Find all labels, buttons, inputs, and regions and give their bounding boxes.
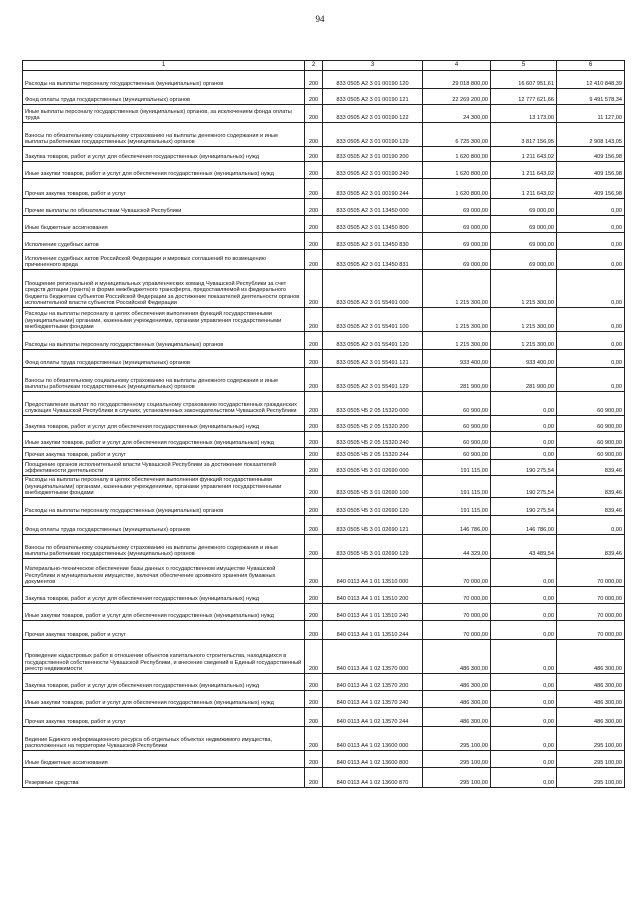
cell-unexecuted: 0,00 (557, 308, 625, 332)
cell-line-code: 200 (305, 691, 323, 708)
cell-executed: 1 215 300,00 (491, 332, 557, 350)
cell-approved: 1 215 300,00 (423, 332, 491, 350)
cell-approved: 191 115,00 (423, 498, 491, 516)
cell-executed: 0,00 (491, 604, 557, 621)
table-row (23, 270, 625, 308)
cell-unexecuted: 295 100,00 (557, 727, 625, 751)
cell-executed: 1 211 643,02 (491, 162, 557, 179)
cell-unexecuted: 9 491 578,34 (557, 89, 625, 105)
cell-executed: 0,00 (491, 768, 557, 788)
cell-line-code: 200 (305, 516, 323, 535)
cell-unexecuted: 12 410 848,39 (557, 71, 625, 89)
table-row (23, 727, 625, 751)
page-number: 94 (315, 14, 325, 24)
cell-executed: 190 275,54 (491, 460, 557, 476)
cell-budget-code: 840 0113 А4 1 01 13510 244 (323, 621, 423, 640)
cell-executed: 0,00 (491, 674, 557, 691)
cell-name: Исполнение судебных актов Российской Федерации и мировых соглашений по возмещению причиненного вреда (23, 250, 305, 270)
cell-budget-code: 833 0505 А2 3 01 13450 800 (323, 216, 423, 233)
cell-unexecuted: 60 900,00 (557, 448, 625, 460)
cell-budget-code: 833 0505 Ч5 2 05 15320 200 (323, 416, 423, 432)
cell-budget-code: 840 0113 А4 1 02 13600 800 (323, 751, 423, 768)
cell-line-code: 200 (305, 162, 323, 179)
cell-unexecuted: 486 300,00 (557, 640, 625, 674)
cell-approved: 191 115,00 (423, 460, 491, 476)
cell-name: Поощрение органов исполнительной власти Чувашской Республики за достижение показателей эффективности деятельности (23, 460, 305, 476)
cell-line-code: 200 (305, 498, 323, 516)
table-row (23, 199, 625, 216)
cell-executed: 3 817 156,95 (491, 123, 557, 147)
table-row (23, 105, 625, 123)
cell-budget-code: 833 0505 Ч5 3 01 02690 120 (323, 498, 423, 516)
cell-name: Иные закупки товаров, работ и услуг для обеспечения государственных (муниципальных) нужд (23, 691, 305, 708)
cell-name: Взносы по обязательному социальному страхованию на выплаты денежного содержания и иные выплаты работникам государственных (муниципальных) органов (23, 123, 305, 147)
cell-approved: 24 300,00 (423, 105, 491, 123)
cell-budget-code: 833 0505 Ч5 3 01 02690 100 (323, 476, 423, 498)
cell-unexecuted: 839,46 (557, 476, 625, 498)
cell-budget-code: 833 0505 А2 3 01 55491 129 (323, 368, 423, 392)
cell-name: Иные закупки товаров, работ и услуг для обеспечения государственных (муниципальных) нужд (23, 432, 305, 448)
cell-line-code: 200 (305, 392, 323, 416)
cell-approved: 70 000,00 (423, 559, 491, 587)
cell-approved: 486 300,00 (423, 674, 491, 691)
cell-name: Иные закупки товаров, работ и услуг для обеспечения государственных (муниципальных) нужд (23, 162, 305, 179)
cell-approved: 1 620 800,00 (423, 162, 491, 179)
cell-executed: 281 900,00 (491, 368, 557, 392)
cell-unexecuted: 60 900,00 (557, 392, 625, 416)
cell-line-code: 200 (305, 123, 323, 147)
cell-budget-code: 833 0505 Ч5 2 05 15320 244 (323, 448, 423, 460)
cell-executed: 69 000,00 (491, 250, 557, 270)
cell-name: Закупка товаров, работ и услуг для обеспечения государственных (муниципальных) нужд (23, 147, 305, 162)
table-row (23, 368, 625, 392)
cell-line-code: 200 (305, 332, 323, 350)
cell-budget-code: 840 0113 А4 1 02 13570 000 (323, 640, 423, 674)
table-row (23, 460, 625, 476)
cell-unexecuted: 409 156,98 (557, 162, 625, 179)
column-header-approved: 4 (423, 61, 491, 71)
cell-executed: 0,00 (491, 416, 557, 432)
cell-line-code: 200 (305, 368, 323, 392)
cell-line-code: 200 (305, 233, 323, 250)
cell-approved: 1 215 300,00 (423, 308, 491, 332)
cell-approved: 1 215 300,00 (423, 270, 491, 308)
cell-budget-code: 833 0505 Ч5 3 01 02690 121 (323, 516, 423, 535)
table-row (23, 604, 625, 621)
table-header-row (23, 61, 625, 71)
table-row (23, 332, 625, 350)
cell-approved: 60 900,00 (423, 432, 491, 448)
cell-line-code: 200 (305, 105, 323, 123)
cell-name: Расходы на выплаты персоналу в целях обеспечения выполнения функций государственными (муниципальными) органами, казенными учреждениями, органами управления государственными внебюджетными фондами (23, 476, 305, 498)
cell-executed: 13 173,00 (491, 105, 557, 123)
cell-approved: 281 900,00 (423, 368, 491, 392)
table-row (23, 751, 625, 768)
cell-name: Поощрение региональной и муниципальных управленческих команд Чувашской Республики за счет средств дотации (гранта) в форме межбюджетного трансферта, предоставляемой из федерального бюджета бюджетам субъектов Российской Федерации за достижение показателей деятельности органов исполнительной власти субъектов Российской Федерации (23, 270, 305, 308)
cell-executed: 0,00 (491, 708, 557, 727)
cell-executed: 69 000,00 (491, 199, 557, 216)
cell-budget-code: 840 0113 А4 1 01 13510 000 (323, 559, 423, 587)
cell-unexecuted: 0,00 (557, 350, 625, 368)
cell-approved: 70 000,00 (423, 621, 491, 640)
table-row (23, 498, 625, 516)
table-row (23, 448, 625, 460)
cell-executed: 0,00 (491, 587, 557, 604)
cell-approved: 69 000,00 (423, 199, 491, 216)
cell-name: Предоставление выплат по государственному социальному страхованию государственных гражданских служащих Чувашской Республики в случаях, установленных законодательством Чувашской Республики (23, 392, 305, 416)
column-header-name: 1 (23, 61, 305, 71)
cell-unexecuted: 839,46 (557, 460, 625, 476)
cell-line-code: 200 (305, 587, 323, 604)
cell-unexecuted: 0,00 (557, 199, 625, 216)
cell-executed: 0,00 (491, 640, 557, 674)
cell-line-code: 200 (305, 708, 323, 727)
column-header-budget-code: 3 (323, 61, 423, 71)
cell-executed: 0,00 (491, 448, 557, 460)
cell-approved: 295 100,00 (423, 768, 491, 788)
cell-name: Закупка товаров, работ и услуг для обеспечения государственных (муниципальных) нужд (23, 674, 305, 691)
cell-executed: 16 607 951,61 (491, 71, 557, 89)
cell-line-code: 200 (305, 250, 323, 270)
cell-unexecuted: 0,00 (557, 516, 625, 535)
budget-execution-table (22, 60, 625, 788)
table-row (23, 392, 625, 416)
cell-name: Фонд оплаты труда государственных (муниципальных) органов (23, 89, 305, 105)
cell-unexecuted: 0,00 (557, 233, 625, 250)
table-row (23, 432, 625, 448)
cell-unexecuted: 70 000,00 (557, 587, 625, 604)
cell-line-code: 200 (305, 727, 323, 751)
cell-approved: 22 269 200,00 (423, 89, 491, 105)
table-row (23, 476, 625, 498)
cell-name: Иные закупки товаров, работ и услуг для обеспечения государственных (муниципальных) нужд (23, 604, 305, 621)
cell-budget-code: 840 0113 А4 1 02 13570 240 (323, 691, 423, 708)
cell-approved: 70 000,00 (423, 587, 491, 604)
cell-unexecuted: 11 127,00 (557, 105, 625, 123)
cell-name: Исполнение судебных актов (23, 233, 305, 250)
table-row (23, 89, 625, 105)
cell-line-code: 200 (305, 621, 323, 640)
cell-executed: 1 215 300,00 (491, 308, 557, 332)
cell-budget-code: 833 0505 А2 3 01 55491 000 (323, 270, 423, 308)
cell-executed: 0,00 (491, 727, 557, 751)
cell-line-code: 200 (305, 147, 323, 162)
cell-budget-code: 833 0505 А2 3 01 00190 121 (323, 89, 423, 105)
cell-budget-code: 833 0505 Ч5 2 05 15320 000 (323, 392, 423, 416)
cell-executed: 69 000,00 (491, 233, 557, 250)
table-row (23, 216, 625, 233)
cell-name: Иные выплаты персоналу государственных (муниципальных) органов, за исключением фонда оплаты труда (23, 105, 305, 123)
cell-unexecuted: 70 000,00 (557, 621, 625, 640)
cell-budget-code: 833 0505 А2 3 01 00190 244 (323, 179, 423, 199)
column-header-line-code: 2 (305, 61, 323, 71)
table-body (23, 61, 625, 788)
cell-budget-code: 833 0505 А2 3 01 55491 121 (323, 350, 423, 368)
cell-executed: 1 211 643,02 (491, 179, 557, 199)
cell-line-code: 200 (305, 460, 323, 476)
table-row (23, 416, 625, 432)
cell-executed: 0,00 (491, 751, 557, 768)
cell-approved: 44 329,00 (423, 535, 491, 559)
cell-line-code: 200 (305, 604, 323, 621)
cell-budget-code: 833 0505 Ч5 3 01 02690 129 (323, 535, 423, 559)
cell-line-code: 200 (305, 640, 323, 674)
table-row (23, 250, 625, 270)
cell-name: Прочая закупка товаров, работ и услуг (23, 621, 305, 640)
cell-unexecuted: 486 300,00 (557, 691, 625, 708)
cell-unexecuted: 486 300,00 (557, 674, 625, 691)
table-row (23, 162, 625, 179)
cell-line-code: 200 (305, 350, 323, 368)
cell-approved: 69 000,00 (423, 216, 491, 233)
column-header-executed: 5 (491, 61, 557, 71)
cell-executed: 0,00 (491, 621, 557, 640)
cell-unexecuted: 0,00 (557, 216, 625, 233)
cell-unexecuted: 0,00 (557, 368, 625, 392)
cell-line-code: 200 (305, 216, 323, 233)
cell-unexecuted: 839,46 (557, 535, 625, 559)
cell-line-code: 200 (305, 448, 323, 460)
cell-budget-code: 833 0505 А2 3 01 13450 000 (323, 199, 423, 216)
cell-approved: 1 620 800,00 (423, 179, 491, 199)
table-row (23, 768, 625, 788)
cell-name: Фонд оплаты труда государственных (муниципальных) органов (23, 516, 305, 535)
table-row (23, 123, 625, 147)
cell-budget-code: 833 0505 А2 3 01 13450 831 (323, 250, 423, 270)
cell-line-code: 200 (305, 476, 323, 498)
cell-name: Прочая закупка товаров, работ и услуг (23, 448, 305, 460)
table-row (23, 71, 625, 89)
cell-name: Закупка товаров, работ и услуг для обеспечения государственных (муниципальных) нужд (23, 587, 305, 604)
cell-unexecuted: 409 156,98 (557, 147, 625, 162)
cell-approved: 6 725 300,00 (423, 123, 491, 147)
cell-line-code: 200 (305, 270, 323, 308)
cell-approved: 191 115,00 (423, 476, 491, 498)
cell-executed: 146 786,00 (491, 516, 557, 535)
table-row (23, 147, 625, 162)
cell-approved: 146 786,00 (423, 516, 491, 535)
cell-line-code: 200 (305, 89, 323, 105)
cell-budget-code: 840 0113 А4 1 02 13570 244 (323, 708, 423, 727)
cell-name: Резервные средства (23, 768, 305, 788)
cell-unexecuted: 0,00 (557, 332, 625, 350)
cell-line-code: 200 (305, 674, 323, 691)
cell-executed: 0,00 (491, 559, 557, 587)
cell-executed: 190 275,54 (491, 476, 557, 498)
cell-name: Иные бюджетные ассигнования (23, 751, 305, 768)
cell-name: Закупка товаров, работ и услуг для обеспечения государственных (муниципальных) нужд (23, 416, 305, 432)
cell-executed: 0,00 (491, 691, 557, 708)
cell-unexecuted: 409 156,98 (557, 179, 625, 199)
cell-approved: 70 000,00 (423, 604, 491, 621)
cell-line-code: 200 (305, 199, 323, 216)
table-row (23, 691, 625, 708)
cell-unexecuted: 839,46 (557, 498, 625, 516)
table-row (23, 535, 625, 559)
table-row (23, 708, 625, 727)
cell-approved: 486 300,00 (423, 691, 491, 708)
table-row (23, 233, 625, 250)
cell-name: Прочая закупка товаров, работ и услуг (23, 179, 305, 199)
cell-budget-code: 840 0113 А4 1 02 13600 870 (323, 768, 423, 788)
cell-budget-code: 840 0113 А4 1 02 13600 000 (323, 727, 423, 751)
cell-executed: 0,00 (491, 392, 557, 416)
column-header-unexecuted: 6 (557, 61, 625, 71)
cell-name: Взносы по обязательному социальному страхованию на выплаты денежного содержания и иные выплаты работникам государственных (муниципальных) органов (23, 535, 305, 559)
cell-name: Взносы по обязательному социальному страхованию на выплаты денежного содержания и иные выплаты работникам государственных (муниципальных) органов (23, 368, 305, 392)
cell-name: Расходы на выплаты персоналу государственных (муниципальных) органов (23, 332, 305, 350)
cell-approved: 486 300,00 (423, 640, 491, 674)
cell-name: Фонд оплаты труда государственных (муниципальных) органов (23, 350, 305, 368)
cell-line-code: 200 (305, 751, 323, 768)
cell-approved: 1 620 800,00 (423, 147, 491, 162)
cell-budget-code: 840 0113 А4 1 02 13570 200 (323, 674, 423, 691)
cell-unexecuted: 295 100,00 (557, 768, 625, 788)
table-row (23, 179, 625, 199)
table-row (23, 674, 625, 691)
table-row (23, 587, 625, 604)
cell-line-code: 200 (305, 768, 323, 788)
cell-name: Расходы на выплаты персоналу государственных (муниципальных) органов (23, 71, 305, 89)
cell-approved: 295 100,00 (423, 751, 491, 768)
cell-name: Материально-техническое обеспечение базы данных о государственном имуществе Чувашской Республики и муниципальном имуществе, включая обеспечение архивного хранения бумажных документов (23, 559, 305, 587)
cell-executed: 190 275,54 (491, 498, 557, 516)
cell-executed: 1 215 300,00 (491, 270, 557, 308)
cell-name: Расходы на выплаты персоналу государственных (муниципальных) органов (23, 498, 305, 516)
cell-budget-code: 833 0505 А2 3 01 55491 100 (323, 308, 423, 332)
cell-unexecuted: 295 100,00 (557, 751, 625, 768)
cell-name: Прочие выплаты по обязательствам Чувашской Республики (23, 199, 305, 216)
table-row (23, 308, 625, 332)
cell-unexecuted: 70 000,00 (557, 604, 625, 621)
table-row (23, 350, 625, 368)
cell-budget-code: 833 0505 Ч5 2 05 15320 240 (323, 432, 423, 448)
cell-line-code: 200 (305, 71, 323, 89)
cell-unexecuted: 0,00 (557, 270, 625, 308)
cell-line-code: 200 (305, 559, 323, 587)
cell-approved: 69 000,00 (423, 233, 491, 250)
cell-budget-code: 833 0505 А2 3 01 00190 200 (323, 147, 423, 162)
cell-executed: 933 400,00 (491, 350, 557, 368)
cell-budget-code: 840 0113 А4 1 01 13510 240 (323, 604, 423, 621)
cell-unexecuted: 60 900,00 (557, 432, 625, 448)
cell-approved: 69 000,00 (423, 250, 491, 270)
cell-line-code: 200 (305, 179, 323, 199)
cell-line-code: 200 (305, 308, 323, 332)
cell-unexecuted: 0,00 (557, 250, 625, 270)
cell-budget-code: 833 0505 А2 3 01 00190 240 (323, 162, 423, 179)
table-row (23, 621, 625, 640)
cell-executed: 12 777 621,66 (491, 89, 557, 105)
cell-budget-code: 833 0505 А2 3 01 00190 120 (323, 71, 423, 89)
cell-budget-code: 833 0505 А2 3 01 00190 122 (323, 105, 423, 123)
cell-line-code: 200 (305, 432, 323, 448)
cell-budget-code: 833 0505 Ч5 3 01 02690 000 (323, 460, 423, 476)
cell-executed: 69 000,00 (491, 216, 557, 233)
cell-executed: 1 211 643,02 (491, 147, 557, 162)
cell-executed: 43 489,54 (491, 535, 557, 559)
cell-approved: 60 900,00 (423, 392, 491, 416)
cell-approved: 486 300,00 (423, 708, 491, 727)
cell-unexecuted: 70 000,00 (557, 559, 625, 587)
cell-executed: 0,00 (491, 432, 557, 448)
cell-budget-code: 833 0505 А2 3 01 00190 129 (323, 123, 423, 147)
cell-budget-code: 833 0505 А2 3 01 55491 120 (323, 332, 423, 350)
cell-name: Прочая закупка товаров, работ и услуг (23, 708, 305, 727)
cell-line-code: 200 (305, 416, 323, 432)
cell-unexecuted: 2 908 143,05 (557, 123, 625, 147)
table-row (23, 640, 625, 674)
cell-unexecuted: 60 900,00 (557, 416, 625, 432)
cell-budget-code: 840 0113 А4 1 01 13510 200 (323, 587, 423, 604)
table-row (23, 559, 625, 587)
cell-name: Проведение кадастровых работ в отношении объектов капитального строительства, находящихся в государственной собственности Чувашской Республики, и внесение сведений в Единый государственный реестр недвижимости (23, 640, 305, 674)
cell-line-code: 200 (305, 535, 323, 559)
cell-approved: 933 400,00 (423, 350, 491, 368)
table-row (23, 516, 625, 535)
cell-name: Ведение Единого информационного ресурса об отдельных объектах недвижимого имущества, расположенных на территории Чувашской Республики (23, 727, 305, 751)
cell-name: Иные бюджетные ассигнования (23, 216, 305, 233)
cell-approved: 295 100,00 (423, 727, 491, 751)
cell-approved: 29 018 800,00 (423, 71, 491, 89)
cell-approved: 60 900,00 (423, 416, 491, 432)
cell-budget-code: 833 0505 А2 3 01 13450 830 (323, 233, 423, 250)
cell-approved: 60 900,00 (423, 448, 491, 460)
cell-name: Расходы на выплаты персоналу в целях обеспечения выполнения функций государственными (муниципальными) органами, казенными учреждениями, органами управления государственными внебюджетными фондами (23, 308, 305, 332)
cell-unexecuted: 486 300,00 (557, 708, 625, 727)
